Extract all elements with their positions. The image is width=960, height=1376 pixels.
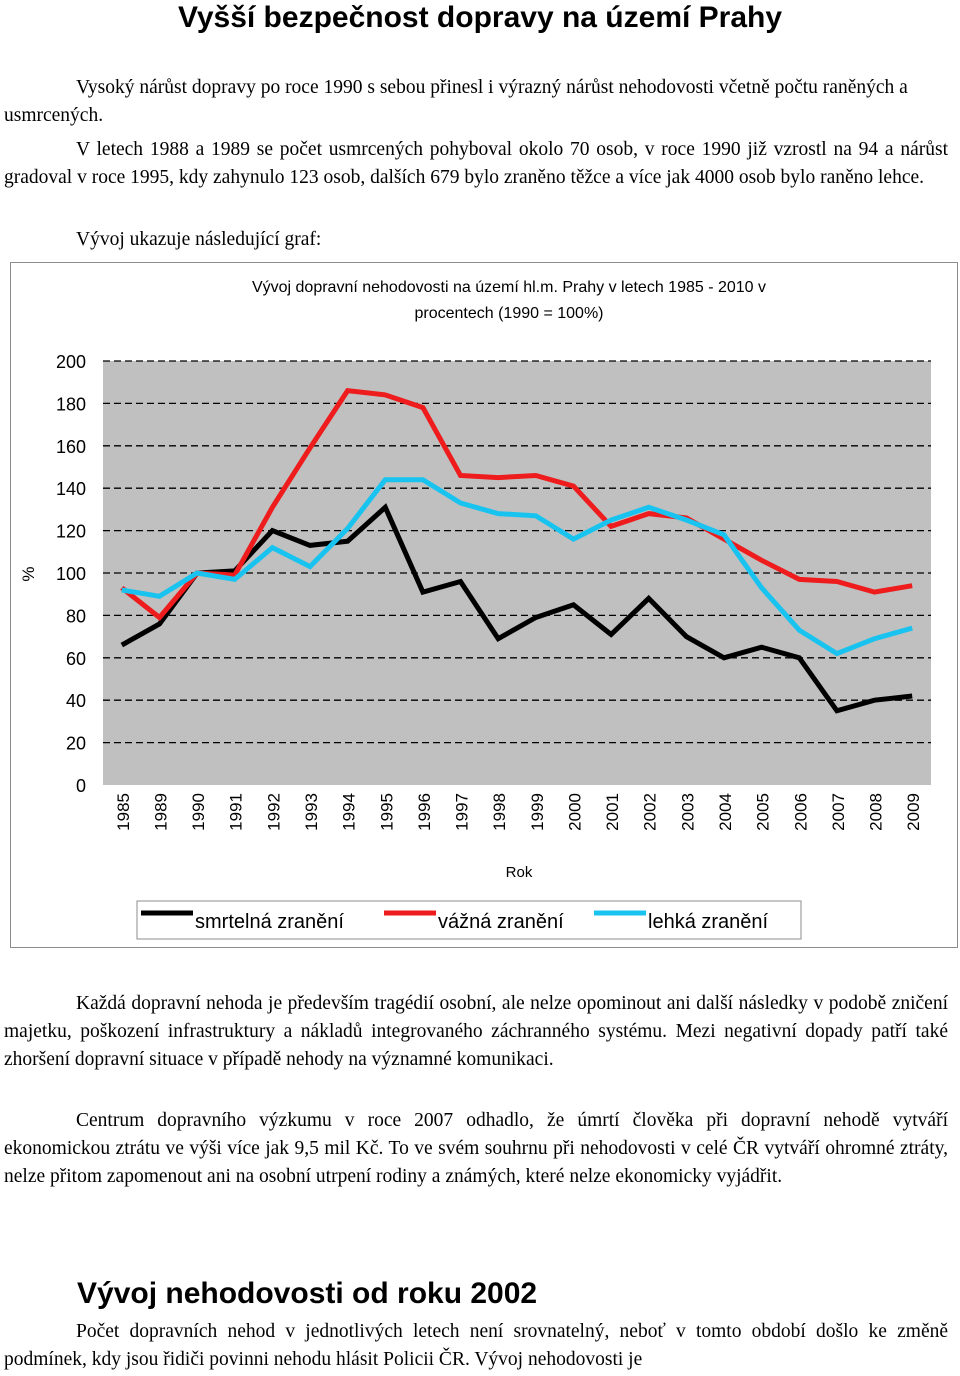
x-tick-label: 2005 xyxy=(753,793,773,831)
x-tick-label: 2007 xyxy=(828,793,848,831)
x-tick-label: 1994 xyxy=(339,793,359,831)
x-tick-label: 1995 xyxy=(377,793,397,831)
chart-title-line-2: procentech (1990 = 100%) xyxy=(414,305,604,322)
y-tick-label: 40 xyxy=(65,691,86,712)
y-axis-label: % xyxy=(19,566,38,582)
y-tick-label: 0 xyxy=(75,776,86,796)
x-tick-label: 1985 xyxy=(113,793,133,831)
y-tick-label: 20 xyxy=(65,733,86,754)
x-tick-label: 2001 xyxy=(603,793,623,831)
x-tick-label: 2006 xyxy=(791,793,811,831)
y-tick-label: 140 xyxy=(55,479,86,500)
y-tick-label: 200 xyxy=(55,352,86,372)
x-tick-label: 1996 xyxy=(414,793,434,831)
y-tick-label: 80 xyxy=(65,606,86,627)
paragraph-5: Centrum dopravního výzkumu v roce 2007 odhadlo, že úmrtí člověka při dopravní nehodě vytváří ekonomickou ztrátu ve výši více jak 9,5 mil Kč. To ve svém souhrnu při nehodovosti v celé ČR vytváří ohromné ztráty, nelze přitom zapomenout ani na osobní utrpení rodiny a známých, které nelze ekonomicky vyjádřit. xyxy=(4,1110,948,1187)
x-tick-label: 1993 xyxy=(302,793,321,831)
intro-paragraph-3: Vývoj ukazuje následující graf: xyxy=(76,229,322,250)
legend-label-2: vážná zranění xyxy=(438,911,564,933)
intro-paragraph-2: V letech 1988 a 1989 se počet usmrcených pohyboval okolo 70 osob, v roce 1990 již vzrostl na 94 a nárůst gradoval v roce 1995, kdy zahynulo 123 osob, dalších 679 bylo zraněno těžce a více jak 4000 osob bylo raněno lehce. xyxy=(4,139,948,188)
y-tick-label: 100 xyxy=(55,564,86,584)
y-tick-label: 120 xyxy=(55,521,86,542)
line-chart xyxy=(11,263,959,949)
x-tick-label: 2008 xyxy=(866,793,886,831)
y-tick-label: 160 xyxy=(55,436,86,457)
legend-label-3: lehká zranění xyxy=(648,911,769,933)
x-tick-label: 1997 xyxy=(452,793,472,831)
legend-label-1: smrtelná zranění xyxy=(195,911,344,933)
page-title: Vyšší bezpečnost dopravy na území Prahy xyxy=(177,1,783,34)
paragraph-6: Počet dopravních nehod v jednotlivých letech není srovnatelný, neboť v tomto období došlo ke změně podmínek, kdy jsou řidiči povinni nehodu hlásit Policii ČR. Vývoj nehodovosti je xyxy=(4,1321,948,1370)
y-tick-label: 180 xyxy=(55,394,86,415)
chart-container xyxy=(10,262,958,948)
x-tick-label: 2003 xyxy=(678,793,698,831)
plot-area xyxy=(103,361,931,785)
x-tick-label: 1998 xyxy=(490,793,510,831)
x-axis xyxy=(114,793,923,831)
paragraph-4: Každá dopravní nehoda je především tragédií osobní, ale nelze opominout ani další následky v podobě zničení majetku, poškození infrastruktury a nákladů integrovaného záchranného systému. Mezi negativní dopady patří také zhoršení dopravní situace v případě nehody na významné komunikaci. xyxy=(4,993,948,1070)
x-tick-label: 2000 xyxy=(565,793,585,831)
section-heading: Vývoj nehodovosti od roku 2002 xyxy=(77,1277,538,1310)
y-axis xyxy=(56,352,86,796)
chart-title-line-1: Vývoj dopravní nehodovosti na území hl.m. Prahy v letech 1985 - 2010 v xyxy=(251,279,767,296)
x-tick-label: 1989 xyxy=(151,793,171,831)
x-tick-label: 1999 xyxy=(527,793,547,831)
x-tick-label: 2009 xyxy=(904,793,924,831)
y-tick-label: 60 xyxy=(65,648,86,669)
x-tick-label: 1992 xyxy=(264,793,284,831)
intro-paragraph-1: Vysoký nárůst dopravy po roce 1990 s sebou přinesl i výrazný nárůst nehodovosti včetně počtu raněných a usmrcených. xyxy=(4,77,908,126)
x-tick-label: 2002 xyxy=(640,793,660,831)
x-axis-label: Rok xyxy=(505,864,533,881)
x-tick-label: 2004 xyxy=(716,793,735,831)
x-tick-label: 1991 xyxy=(226,793,246,831)
x-tick-label: 1990 xyxy=(189,793,209,831)
legend xyxy=(137,901,801,939)
